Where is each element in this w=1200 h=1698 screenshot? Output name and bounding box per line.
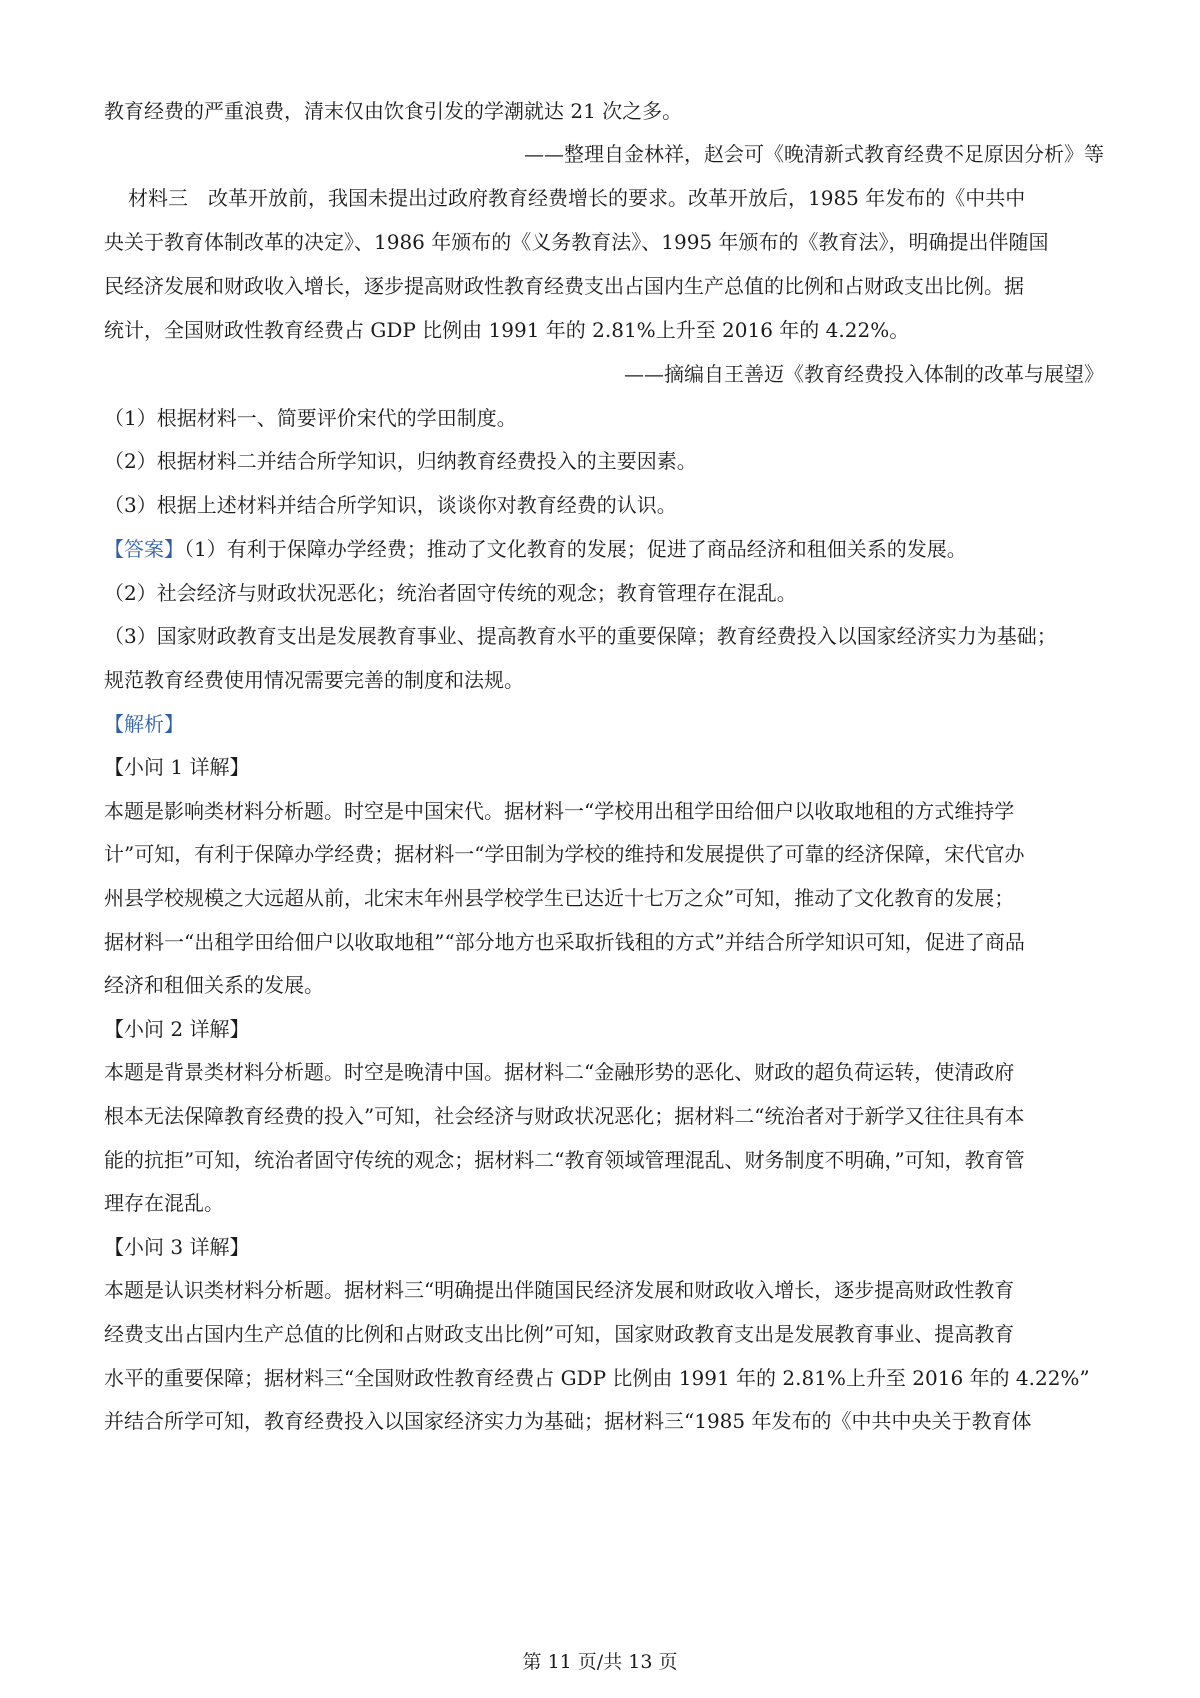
text-line: 经费支出占国内生产总值的比例和占财政支出比例”可知，国家财政教育支出是发展教育事业、提高教育 xyxy=(104,1322,1015,1346)
text-line: 州县学校规模之大远超从前，北宋末年州县学校学生已达近十七万之众”可知，推动了文化教育的发展； xyxy=(104,886,1015,910)
text-line: 教育经费的严重浪费，清末仅由饮食引发的学潮就达 21 次之多。 xyxy=(104,99,683,123)
answer-line xyxy=(104,535,1104,563)
text-line: 本题是影响类材料分析题。时空是中国宋代。据材料一“学校用出租学田给佃户以收取地租的方式维持学 xyxy=(104,799,1015,823)
text-line: 民经济发展和财政收入增长，逐步提高财政性教育经费支出占国内生产总值的比例和占财政支出比例。据 xyxy=(104,274,1024,298)
text-line: 能的抗拒”可知，统治者固守传统的观念；据材料二“教育领域管理混乱、财务制度不明确，”可知，教育管 xyxy=(104,1148,1025,1172)
question-1: （1）根据材料一、简要评价宋代的学田制度。 xyxy=(104,406,517,430)
question-2: （2）根据材料二并结合所学知识，归纳教育经费投入的主要因素。 xyxy=(104,449,697,473)
answer-text-1: （1）有利于保障办学经费；推动了文化教育的发展；促进了商品经济和租佃关系的发展。 xyxy=(184,537,967,561)
text-line: 经济和租佃关系的发展。 xyxy=(104,973,324,997)
text-line: 水平的重要保障；据材料三“全国财政性教育经费占 GDP 比例由 1991 年的 2.81%上升至 2016 年的 4.22%” xyxy=(104,1366,1090,1390)
text-line: 理存在混乱。 xyxy=(104,1191,224,1215)
text-line: 并结合所学可知，教育经费投入以国家经济实力为基础；据材料三“1985 年发布的《中共中央关于教育体 xyxy=(104,1409,1032,1433)
text-line: 计”可知，有利于保障办学经费；据材料一“学田制为学校的维持和发展提供了可靠的经济保障，宋代官办 xyxy=(104,842,1025,866)
subquestion-3-heading: 【小问 3 详解】 xyxy=(104,1235,250,1259)
answer-label: 【答案】 xyxy=(104,537,184,561)
text-line: 根本无法保障教育经费的投入”可知，社会经济与财政状况恶化；据材料二“统治者对于新学又往往具有本 xyxy=(104,1104,1025,1128)
text-line: 央关于教育体制改革的决定》、1986 年颁布的《义务教育法》、1995 年颁布的《教育法》，明确提出伴随国 xyxy=(104,230,1049,254)
answer-text-2: （2）社会经济与财政状况恶化；统治者固守传统的观念；教育管理存在混乱。 xyxy=(104,581,797,605)
answer-text-3-cont: 规范教育经费使用情况需要完善的制度和法规。 xyxy=(104,668,524,692)
text-line: 据材料一“出租学田给佃户以收取地租”“部分地方也采取折钱租的方式”并结合所学知识可知，促进了商品 xyxy=(104,930,1025,954)
source-citation: ——摘编自王善迈《教育经费投入体制的改革与展望》 xyxy=(624,362,1104,386)
material-three-line: 材料三 改革开放前，我国未提出过政府教育经费增长的要求。改革开放后，1985 年发布的《中共中 xyxy=(128,186,1026,210)
text-line: 本题是背景类材料分析题。时空是晚清中国。据材料二“金融形势的恶化、财政的超负荷运转，使清政府 xyxy=(104,1060,1015,1084)
analysis-label: 【解析】 xyxy=(104,712,184,736)
text-line: 统计，全国财政性教育经费占 GDP 比例由 1991 年的 2.81%上升至 2016 年的 4.22%。 xyxy=(104,318,910,342)
page-footer: 第 11 页/共 13 页 xyxy=(522,1651,678,1673)
answer-text-3: （3）国家财政教育支出是发展教育事业、提高教育水平的重要保障；教育经费投入以国家经济实力为基础； xyxy=(104,624,1057,648)
subquestion-2-heading: 【小问 2 详解】 xyxy=(104,1017,250,1041)
subquestion-1-heading: 【小问 1 详解】 xyxy=(104,755,250,779)
text-line: 本题是认识类材料分析题。据材料三“明确提出伴随国民经济发展和财政收入增长，逐步提高财政性教育 xyxy=(104,1278,1015,1302)
question-3: （3）根据上述材料并结合所学知识，谈谈你对教育经费的认识。 xyxy=(104,493,677,517)
source-citation: ——整理自金林祥，赵会可《晚清新式教育经费不足原因分析》等 xyxy=(524,142,1104,166)
